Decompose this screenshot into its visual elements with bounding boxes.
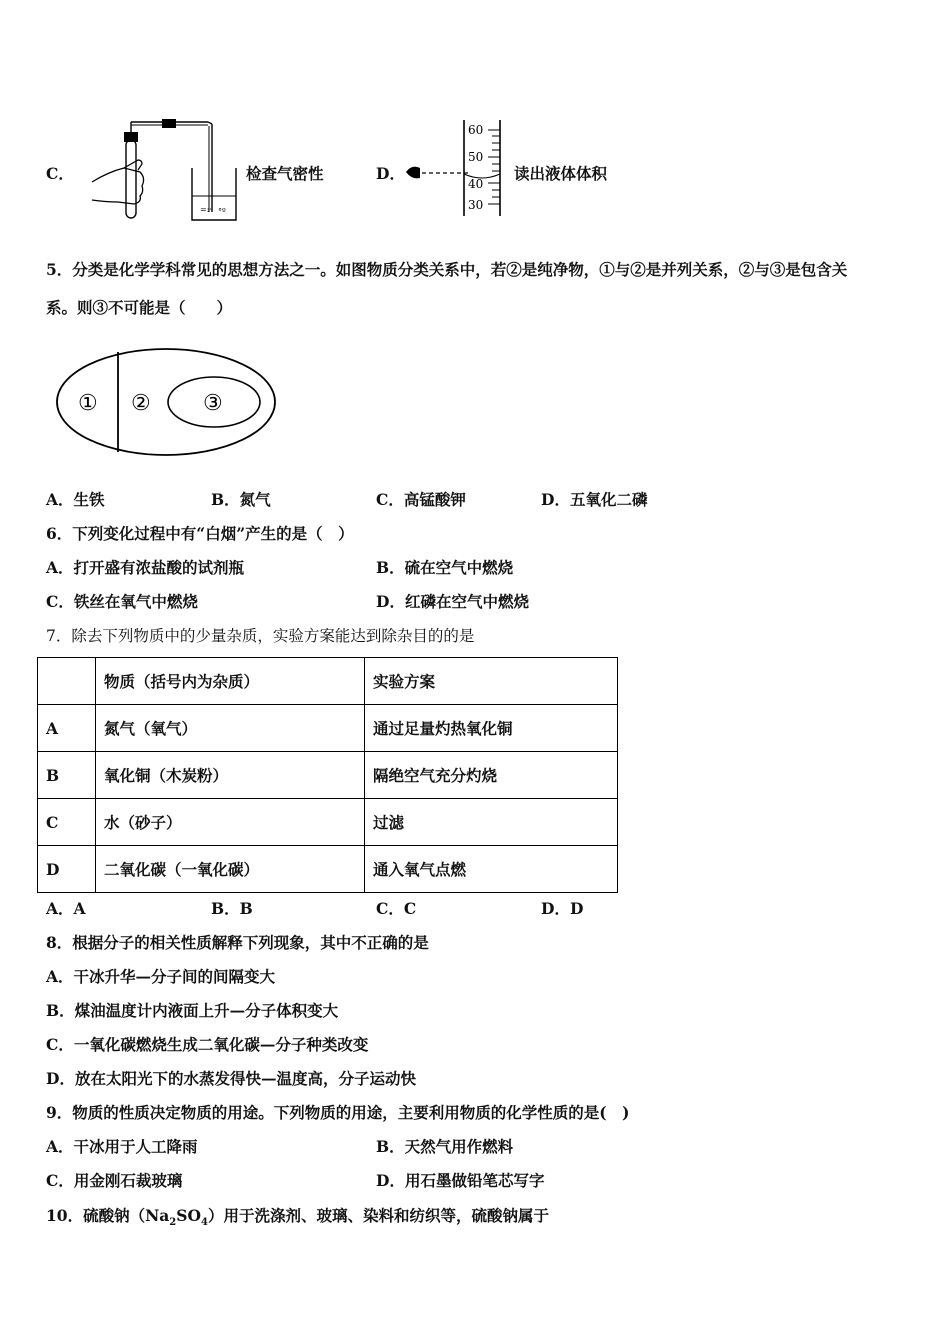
q8-option-d: D．放在太阳光下的水蒸发得快—温度高，分子运动快 <box>46 1069 416 1088</box>
table-cell: 水（砂子） <box>96 799 365 846</box>
q8-option-b: B．煤油温度计内液面上升—分子体积变大 <box>46 1001 339 1020</box>
q9-option-c: C．用金刚石裁玻璃 <box>46 1171 183 1190</box>
table-cell: C <box>38 799 96 846</box>
q8-option-a: A．干冰升华—分子间的间隔变大 <box>46 967 276 986</box>
q6-option-c: C．铁丝在氧气中燃烧 <box>46 592 198 611</box>
q5-option-d: D．五氧化二磷 <box>541 490 648 509</box>
tick-label: 40 <box>468 177 484 191</box>
q7-option-b: B．B <box>211 899 253 918</box>
q10-stem <box>46 1206 549 1233</box>
q10-subscript-2: 2 <box>169 1217 177 1229</box>
circle-label-2: ② <box>131 391 151 416</box>
q5-stem-line1: 5．分类是化学学科常见的思想方法之一。如图物质分类关系中，若②是纯净物，①与②是并列关系，②与③是包含关 <box>46 260 848 279</box>
table-cell: 隔绝空气充分灼烧 <box>365 752 618 799</box>
table-row <box>38 752 618 799</box>
q7-stem: 7．除去下列物质中的少量杂质，实验方案能达到除杂目的的是 <box>46 627 475 645</box>
table-cell: 通过足量灼热氧化铜 <box>365 705 618 752</box>
q6-stem: 6．下列变化过程中有“白烟”产生的是（ ） <box>46 524 354 543</box>
classification-diagram <box>54 346 280 460</box>
airtightness-check-figure <box>88 112 248 224</box>
q4-option-d-caption: 读出液体体积 <box>514 164 608 183</box>
svg-text:=:·: =:· <box>200 205 212 214</box>
table-row <box>38 799 618 846</box>
q7-options-table <box>37 657 618 893</box>
table-cell: A <box>38 705 96 752</box>
table-cell: B <box>38 752 96 799</box>
q7-option-c: C．C <box>376 899 417 918</box>
table-header-cell: 物质（括号内为杂质） <box>96 658 365 705</box>
circle-label-1: ① <box>78 391 98 416</box>
q7-option-a: A．A <box>46 899 86 918</box>
table-header-cell: 实验方案 <box>365 658 618 705</box>
q5-option-c: C．高锰酸钾 <box>376 490 466 509</box>
tick-label: 60 <box>468 123 484 137</box>
table-cell: D <box>38 846 96 893</box>
q10-stem-prefix: 10．硫酸钠（Na <box>46 1206 170 1225</box>
table-cell: 过滤 <box>365 799 618 846</box>
q9-stem: 9．物质的性质决定物质的用途。下列物质的用途，主要利用物质的化学性质的是( ) <box>46 1103 630 1122</box>
q5-option-b: B．氮气 <box>211 490 271 509</box>
q9-option-d: D．用石墨做铅笔芯写字 <box>376 1171 545 1190</box>
table-cell: 氧化铜（木炭粉） <box>96 752 365 799</box>
q4-option-c-label: C． <box>46 164 74 183</box>
q10-stem-suffix: ）用于洗涤剂、玻璃、染料和纺织等，硫酸钠属于 <box>207 1206 549 1225</box>
q5-stem-line2: 系。则③不可能是（ ） <box>46 298 233 317</box>
q9-option-b: B．天然气用作燃料 <box>376 1137 514 1156</box>
graduated-cylinder-figure <box>404 116 512 220</box>
table-header-cell <box>38 658 96 705</box>
q4-option-c-caption: 检查气密性 <box>246 164 324 183</box>
svg-text:°º: °º <box>218 207 226 216</box>
table-row <box>38 705 618 752</box>
q4-option-d-label: D． <box>376 164 405 183</box>
q9-option-a: A．干冰用于人工降雨 <box>46 1137 198 1156</box>
circle-label-3: ③ <box>203 391 223 416</box>
table-header-row <box>38 658 618 705</box>
table-row <box>38 846 618 893</box>
q5-option-a: A．生铁 <box>46 490 105 509</box>
q6-option-d: D．红磷在空气中燃烧 <box>376 592 529 611</box>
q6-option-b: B．硫在空气中燃烧 <box>376 558 514 577</box>
q10-stem-mid: SO <box>176 1206 201 1225</box>
q6-option-a: A．打开盛有浓盐酸的试剂瓶 <box>46 558 245 577</box>
table-cell: 二氧化碳（一氧化碳） <box>96 846 365 893</box>
table-cell: 氮气（氧气） <box>96 705 365 752</box>
q10-subscript-4: 4 <box>200 1217 208 1229</box>
q7-option-d: D．D <box>541 899 584 918</box>
table-cell: 通入氧气点燃 <box>365 846 618 893</box>
tick-label: 30 <box>468 198 484 212</box>
q8-option-c: C．一氧化碳燃烧生成二氧化碳—分子种类改变 <box>46 1035 369 1054</box>
q8-stem: 8．根据分子的相关性质解释下列现象，其中不正确的是 <box>46 933 429 952</box>
tick-label: 50 <box>468 150 484 164</box>
